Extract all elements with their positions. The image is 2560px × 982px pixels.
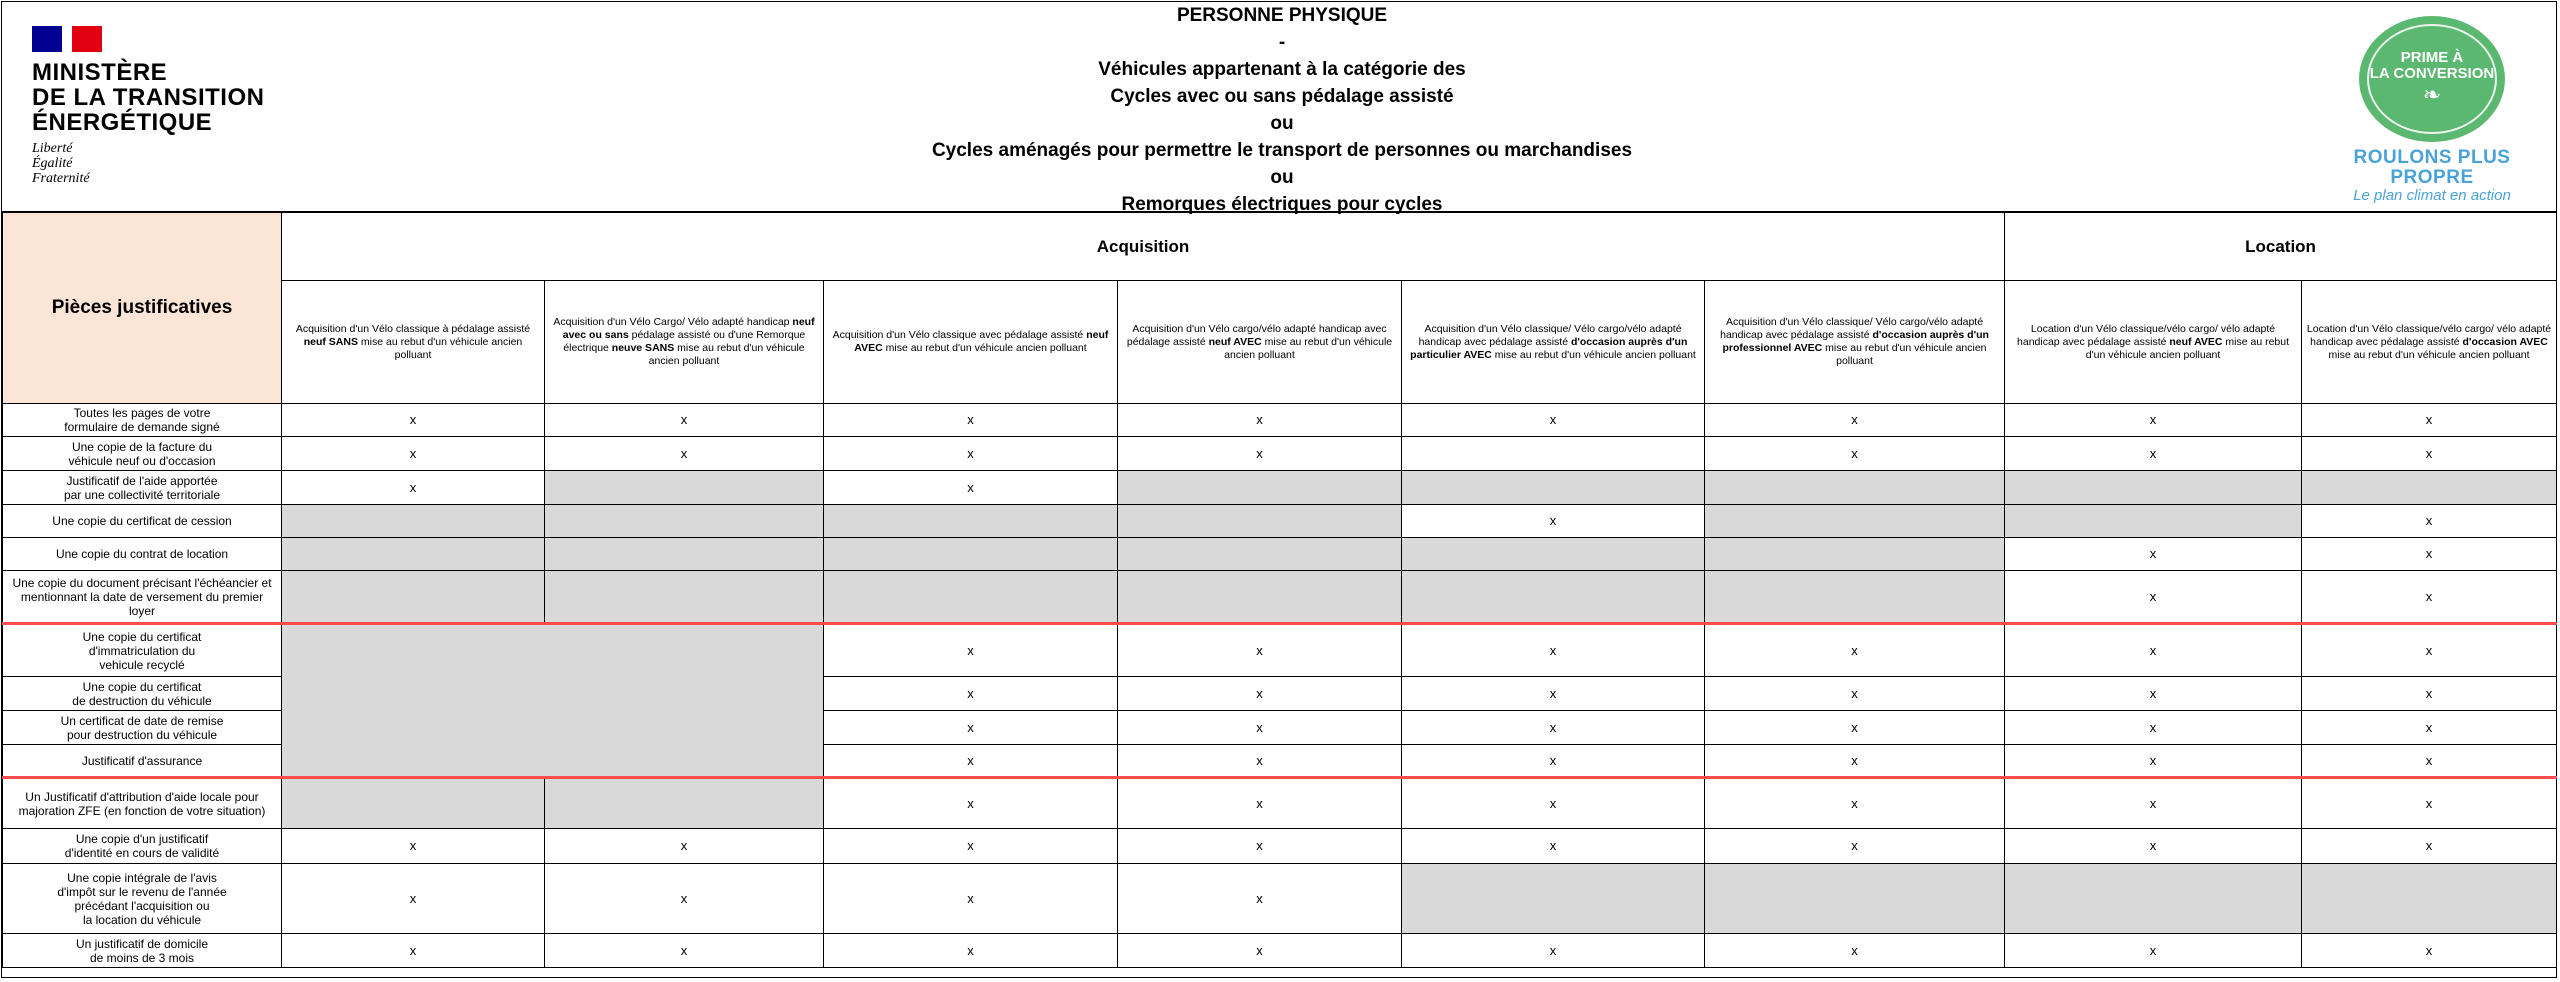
row-label (3, 829, 282, 864)
required-mark: x (1705, 711, 2005, 745)
required-mark: x (1118, 745, 1402, 778)
required-mark: x (1118, 677, 1402, 711)
required-mark: x (1402, 711, 1705, 745)
required-mark: x (824, 624, 1118, 677)
column-header-emphasis: neuf AVEC (2169, 335, 2223, 348)
row-label-line: Une copie du certificat (82, 679, 202, 694)
column-header (1118, 281, 1402, 404)
required-mark: x (1118, 404, 1402, 437)
column-header-text: pédalage assisté ou d'une Remorque électrique (563, 329, 806, 354)
document-sheet (1, 1, 2557, 978)
prime-badge (2359, 16, 2505, 142)
title-line: PERSONNE PHYSIQUE (1176, 5, 1388, 26)
column-header-text: Acquisition d'un Vélo cargo/vélo adapté handicap avec pédalage assisté (1126, 322, 1387, 348)
row-label (3, 571, 282, 624)
pieces-header: Pièces justificatives (3, 213, 282, 404)
required-mark: x (282, 829, 545, 864)
required-mark: x (1118, 624, 1402, 677)
required-mark: x (824, 471, 1118, 505)
required-mark: x (1402, 677, 1705, 711)
required-mark: x (1402, 829, 1705, 864)
row-label-line: d'identité en cours de validité (64, 846, 220, 860)
row-label-line: véhicule neuf ou d'occasion (68, 453, 216, 468)
not-applicable-cell (282, 778, 545, 829)
required-mark: x (2302, 677, 2557, 711)
column-header (282, 281, 545, 404)
required-mark: x (2005, 624, 2302, 677)
table-row (3, 864, 2557, 934)
table-row (3, 934, 2557, 968)
row-label-line: de moins de 3 mois (89, 950, 195, 965)
required-mark: x (2005, 745, 2302, 778)
not-applicable-cell (545, 538, 824, 571)
required-mark: x (1118, 711, 1402, 745)
row-label-line: mentionnant la date de versement du premier (20, 589, 264, 604)
row-label (3, 745, 282, 778)
row-label-line: Une copie de la facture du (71, 439, 213, 454)
required-mark: x (1402, 934, 1705, 968)
column-header-text: mise au rebut d'un véhicule ancien polluant (882, 342, 1087, 354)
column-header-text: Acquisition d'un Vélo Cargo/ Vélo adapté handicap (553, 316, 793, 328)
column-header-text: mise au rebut d'un véhicule ancien polluant (1224, 335, 1393, 361)
not-applicable-cell (824, 505, 1118, 538)
title-line: Remorques électriques pour cycles (1121, 194, 1443, 215)
column-header (824, 281, 1118, 404)
required-mark: x (2302, 829, 2557, 864)
column-header (1402, 281, 1705, 404)
row-label-line: Un certificat de date de remise (60, 713, 224, 728)
column-header-text: Location d'un Vélo classique/vélo cargo/ vélo adapté handicap avec pédalage assisté (2306, 322, 2552, 348)
row-label-line: la location du véhicule (82, 912, 202, 927)
row-label-line: Toutes les pages de votre (73, 406, 211, 420)
required-mark: x (2302, 934, 2557, 968)
required-mark: x (824, 864, 1118, 934)
row-label-line: Une copie du document précisant l'échéancier et (12, 575, 272, 590)
table-row (3, 471, 2557, 505)
required-mark: x (2005, 934, 2302, 968)
table-row (3, 505, 2557, 538)
column-header-text: mise au rebut d'un véhicule ancien polluant (648, 342, 805, 367)
column-header (2302, 281, 2557, 404)
required-mark: x (1705, 404, 2005, 437)
group-header-location: Location (2005, 213, 2557, 281)
column-header-emphasis: neuve SANS (611, 342, 675, 354)
required-mark: x (2302, 624, 2557, 677)
title-line: Cycles avec ou sans pédalage assisté (1110, 86, 1454, 107)
motto-line: Égalité (32, 156, 73, 171)
not-applicable-cell (1118, 538, 1402, 571)
not-applicable-cell (1118, 571, 1402, 624)
table-row (3, 538, 2557, 571)
required-mark: x (2005, 571, 2302, 624)
required-mark: x (824, 677, 1118, 711)
table-row (3, 404, 2557, 437)
badge-line: LA CONVERSION (2369, 65, 2495, 82)
not-applicable-cell (2005, 471, 2302, 505)
row-label-line: d'impôt sur le revenu de l'année (57, 884, 227, 899)
row-label-line: précédant l'acquisition ou (74, 898, 210, 913)
column-header-text: Acquisition d'un Vélo classique/ Vélo cargo/vélo adapté handicap avec pédalage assisté (1720, 316, 1984, 341)
table-row (3, 571, 2557, 624)
title-line: ou (1270, 167, 1294, 188)
column-header-text: mise au rebut d'un véhicule ancien polluant (1822, 342, 1987, 367)
title-line: - (1278, 32, 1286, 53)
required-mark: x (2005, 677, 2302, 711)
row-label (3, 711, 282, 745)
required-mark: x (1118, 829, 1402, 864)
title-line: Cycles aménagés pour permettre le transport de personnes ou marchandises (931, 140, 1633, 161)
row-label-line: Une copie d'un justificatif (75, 832, 209, 846)
not-applicable-cell (545, 571, 824, 624)
not-applicable-cell (1118, 471, 1402, 505)
required-mark: x (1402, 505, 1705, 538)
row-label (3, 505, 282, 538)
pieces-justificatives-table (2, 212, 2557, 968)
not-applicable-cell (824, 538, 1118, 571)
required-mark: x (1118, 778, 1402, 829)
ministry-name-line: MINISTÈRE (32, 59, 168, 86)
row-label-line: par une collectivité territoriale (63, 487, 221, 502)
not-applicable-cell (2302, 864, 2557, 934)
not-applicable-cell (2005, 505, 2302, 538)
not-applicable-cell (282, 505, 545, 538)
row-label-line: Justificatif de l'aide apportée (66, 473, 218, 488)
badge-line: PRIME À (2400, 49, 2464, 66)
required-mark: x (1402, 778, 1705, 829)
document-title (702, 2, 1862, 218)
motto-line: Fraternité (32, 171, 90, 186)
row-label-line: de destruction du véhicule (72, 693, 212, 708)
required-mark: x (824, 711, 1118, 745)
not-applicable-cell (282, 538, 545, 571)
column-header (1705, 281, 2005, 404)
table-row (3, 778, 2557, 829)
required-mark: x (2302, 404, 2557, 437)
not-applicable-cell (1705, 538, 2005, 571)
row-label-line: formulaire de demande signé (64, 420, 220, 434)
required-mark: x (824, 829, 1118, 864)
row-label-line: Une copie du contrat de location (55, 547, 229, 561)
required-mark: x (1705, 934, 2005, 968)
column-header (2005, 281, 2302, 404)
table-row (3, 829, 2557, 864)
row-label-line: loyer (128, 603, 155, 618)
prime-conversion-logo (2332, 16, 2532, 204)
required-mark: x (282, 864, 545, 934)
column-header-emphasis: neuf AVEC (1208, 335, 1262, 348)
column-header (545, 281, 824, 404)
required-mark: x (545, 829, 824, 864)
row-label-line: Justificatif d'assurance (81, 753, 203, 768)
required-mark: x (282, 471, 545, 505)
not-applicable-cell (545, 505, 824, 538)
row-label-line: Un justificatif de domicile (75, 936, 209, 951)
row-label (3, 864, 282, 934)
ministry-logo (32, 26, 292, 196)
column-header-text: mise au rebut d'un véhicule ancien polluant (2085, 335, 2290, 361)
french-flag-icon (32, 26, 102, 52)
column-header-emphasis: neuf SANS (303, 335, 358, 348)
row-label-line: Une copie du certificat (82, 629, 202, 644)
table-row (3, 624, 2557, 677)
not-applicable-cell (1705, 864, 2005, 934)
required-mark: x (2302, 778, 2557, 829)
not-applicable-cell (2302, 471, 2557, 505)
required-mark: x (824, 778, 1118, 829)
row-label (3, 778, 282, 829)
column-header-emphasis: d'occasion AVEC (2462, 335, 2548, 348)
row-label (3, 471, 282, 505)
required-mark: x (1705, 677, 2005, 711)
title-line: Véhicules appartenant à la catégorie des (1098, 59, 1466, 80)
row-label-line: pour destruction du véhicule (66, 727, 218, 742)
required-mark: x (2302, 745, 2557, 778)
required-mark: x (2302, 437, 2557, 471)
required-mark: x (2302, 571, 2557, 624)
not-applicable-cell (1705, 571, 2005, 624)
row-label (3, 404, 282, 437)
required-mark: x (2005, 437, 2302, 471)
required-mark: x (1118, 864, 1402, 934)
row-label (3, 677, 282, 711)
required-mark: x (1402, 404, 1705, 437)
row-label-line: vehicule recyclé (99, 657, 185, 672)
required-mark: x (1118, 437, 1402, 471)
title-line: ou (1270, 113, 1294, 134)
row-label (3, 437, 282, 471)
document-header (2, 2, 2556, 215)
required-mark: x (1705, 778, 2005, 829)
required-mark: x (2005, 829, 2302, 864)
leaf-car-icon: ❧ (2422, 82, 2442, 107)
not-applicable-cell (545, 778, 824, 829)
required-mark: x (824, 437, 1118, 471)
required-mark: x (2005, 778, 2302, 829)
not-applicable-cell (282, 571, 545, 624)
not-applicable-cell (1402, 571, 1705, 624)
row-label (3, 624, 282, 677)
motto-line: Liberté (32, 141, 73, 156)
not-applicable-cell (1705, 505, 2005, 538)
column-header-text: mise au rebut d'un véhicule ancien polluant (357, 335, 523, 361)
column-header-text: Acquisition d'un Vélo classique avec pédalage assisté (832, 329, 1087, 341)
row-label (3, 934, 282, 968)
ministry-name-line: DE LA TRANSITION (32, 84, 265, 111)
required-mark: x (2302, 711, 2557, 745)
row-label-line: Un Justificatif d'attribution d'aide locale pour (25, 789, 259, 804)
required-mark: x (2005, 404, 2302, 437)
required-mark: x (1402, 624, 1705, 677)
required-mark: x (282, 934, 545, 968)
required-mark: x (282, 437, 545, 471)
not-applicable-cell (1402, 471, 1705, 505)
column-header-emphasis: neuf avec ou sans (562, 316, 815, 341)
column-header-text: mise au rebut d'un véhicule ancien polluant (1491, 348, 1696, 361)
required-mark: x (824, 934, 1118, 968)
table-row (3, 437, 2557, 471)
column-header-emphasis: d'occasion auprès d'un particulier AVEC (1410, 335, 1688, 361)
ministry-name (32, 60, 292, 135)
subslogan: Le plan climat en action (2353, 187, 2511, 204)
required-mark: x (1402, 745, 1705, 778)
column-header-emphasis: d'occasion auprès d'un professionnel AVEC (1722, 329, 1989, 354)
row-label-line: Une copie du certificat de cession (52, 514, 232, 528)
republic-motto (32, 141, 292, 186)
row-label (3, 538, 282, 571)
required-mark: x (1705, 437, 2005, 471)
not-applicable-cell (1705, 471, 2005, 505)
not-applicable-cell (1402, 864, 1705, 934)
column-header-text: Acquisition d'un Vélo classique à pédalage assisté (295, 322, 531, 335)
not-applicable-cell (1402, 538, 1705, 571)
required-mark: x (2005, 538, 2302, 571)
slogan: ROULONS PLUS PROPRE (2353, 147, 2511, 188)
column-header-text: Location d'un Vélo classique/vélo cargo/ vélo adapté handicap avec pédalage assisté (2017, 322, 2276, 348)
required-mark: x (545, 864, 824, 934)
not-applicable-cell (824, 571, 1118, 624)
column-header-text: Acquisition d'un Vélo classique/ Vélo cargo/vélo adapté handicap avec pédalage assisté (1418, 322, 1682, 348)
required-mark: x (1705, 829, 2005, 864)
group-header-acquisition: Acquisition (282, 213, 2005, 281)
column-header-emphasis: neuf AVEC (854, 329, 1109, 354)
required-mark: x (1705, 624, 2005, 677)
required-mark: x (824, 404, 1118, 437)
row-label-line: majoration ZFE (en fonction de votre situation) (18, 803, 266, 818)
required-mark: x (2302, 505, 2557, 538)
row-label-line: Une copie intégrale de l'avis (67, 870, 217, 885)
ministry-name-line: ÉNERGÉTIQUE (32, 109, 213, 136)
column-header-text: mise au rebut d'un véhicule ancien polluant (2328, 348, 2530, 361)
required-mark: x (2005, 711, 2302, 745)
required-mark: x (1118, 934, 1402, 968)
required-mark: x (545, 404, 824, 437)
required-mark: x (545, 934, 824, 968)
not-applicable-cell (545, 471, 824, 505)
row-label-line: d'immatriculation du (88, 643, 196, 658)
required-mark: x (282, 404, 545, 437)
required-mark: x (1705, 745, 2005, 778)
not-applicable-cell (2005, 864, 2302, 934)
required-mark: x (2302, 538, 2557, 571)
not-applicable-cell (1118, 505, 1402, 538)
required-mark: x (545, 437, 824, 471)
not-applicable-cell (282, 624, 824, 778)
required-mark: x (824, 745, 1118, 778)
empty-cell (1402, 437, 1705, 471)
